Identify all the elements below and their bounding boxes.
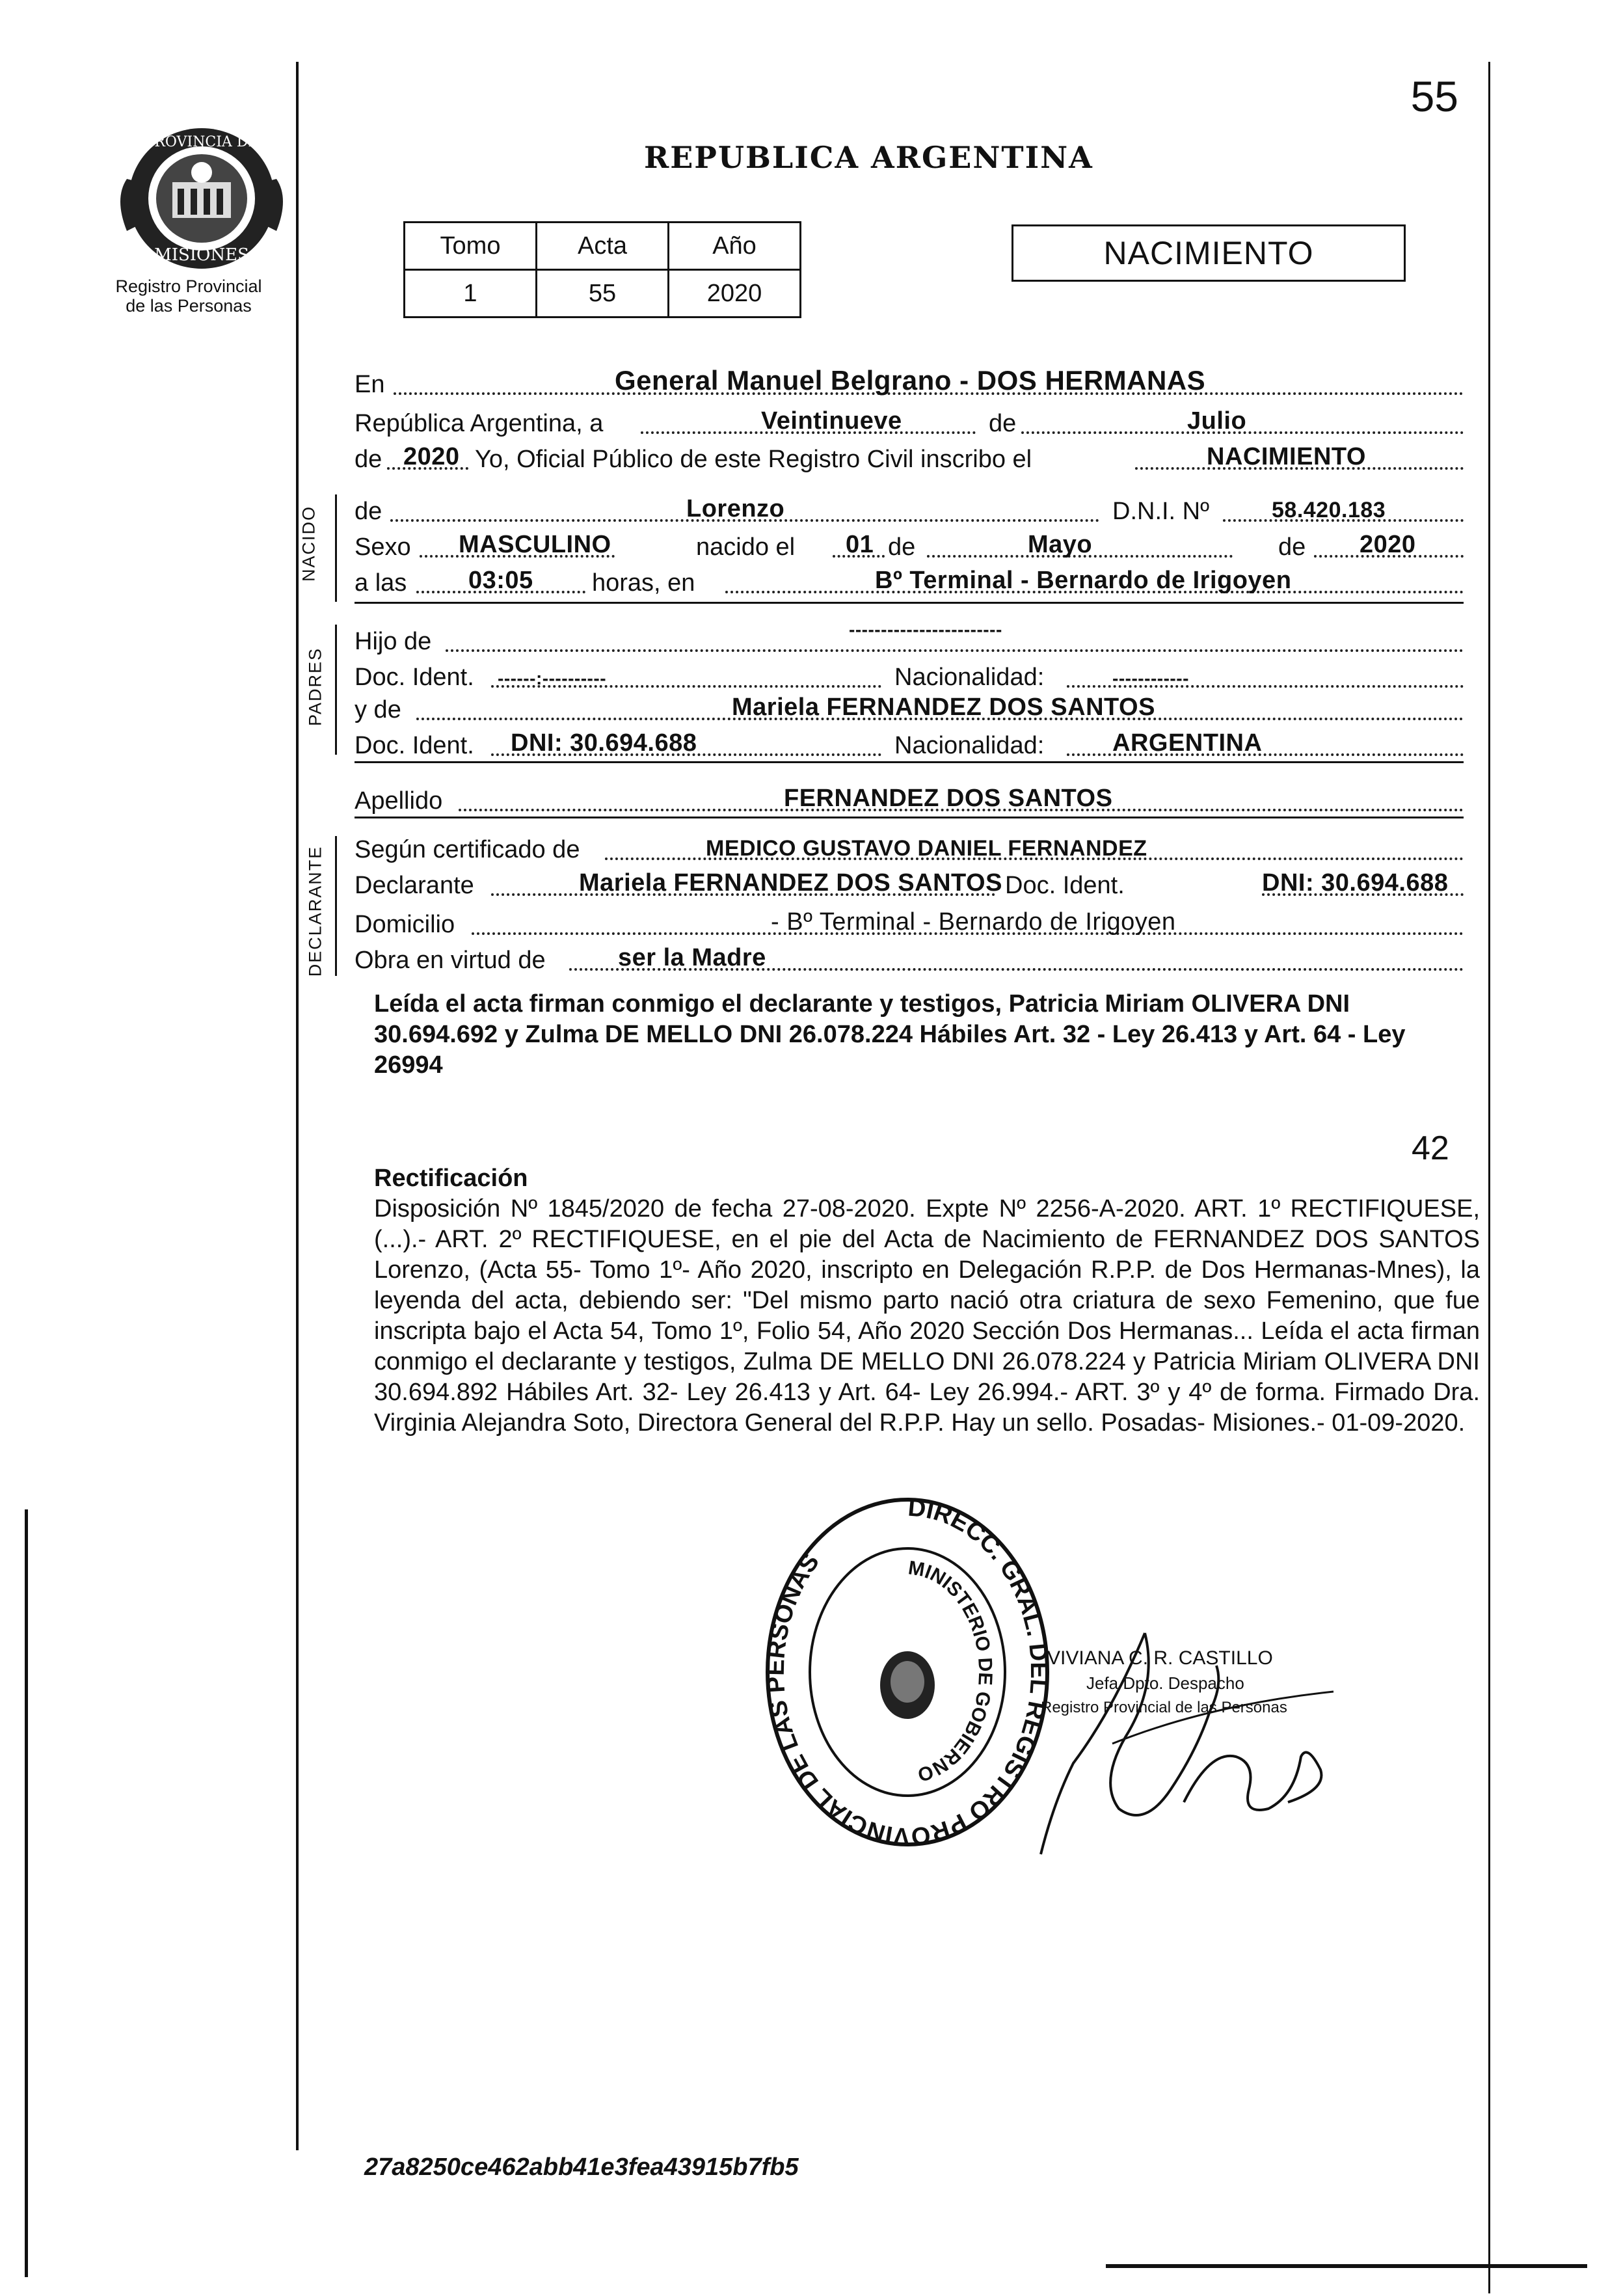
padre-doc-label: Doc. Ident. [355, 664, 474, 691]
horas-en-label: horas, en [592, 569, 695, 597]
nacido-section-label: NACIDO [299, 506, 319, 582]
madre-doc-label: Doc. Ident. [355, 732, 474, 759]
nacido-mes: Mayo [1028, 531, 1093, 558]
document-type-box: NACIMIENTO [1012, 224, 1406, 282]
declarante-doc: DNI: 30.694.688 [1262, 869, 1449, 897]
declarante-doc-dots [1262, 893, 1464, 896]
legal-text: Leída el acta firman conmigo el declarante y testigos, Patricia Miriam OLIVERA DNI 30.694.692 y Zulma DE MELLO DNI 26.078.224 Hábiles Art. 32 - Ley 26.413 y Art. 64 - Ley 26994 [374, 990, 1406, 1079]
row-nacido-nombre [355, 494, 1464, 527]
declarante-label: Declarante [355, 872, 474, 899]
a-las-label: a las [355, 569, 407, 597]
inscribo-value: NACIMIENTO [1207, 443, 1366, 470]
row-hijo-de [355, 619, 1464, 657]
apellido-value: FERNANDEZ DOS SANTOS [784, 785, 1113, 812]
row-certificado [355, 833, 1464, 865]
declarante-section-bar [335, 836, 337, 976]
dia-value: Veintinueve [761, 407, 902, 435]
padres-section-bar [335, 625, 337, 755]
domicilio-label: Domicilio [355, 911, 455, 938]
logo-caption [91, 277, 286, 316]
province-seal-logo [114, 120, 289, 277]
de-anio-label: de [355, 446, 382, 473]
rectificacion-title: Rectificación [374, 1165, 528, 1192]
obra-label: Obra en virtud de [355, 947, 546, 974]
page-bottom-line [1106, 2264, 1587, 2268]
logo-text-bottom: MISIONES [154, 245, 249, 265]
registry-header-tomo: Tomo [405, 223, 537, 270]
anio-value: 2020 [403, 443, 460, 470]
nacido-dia: 01 [846, 531, 874, 558]
apellido-label: Apellido [355, 787, 443, 815]
domicilio-value: - Bº Terminal - Bernardo de Irigoyen [771, 908, 1176, 936]
registry-header-acta: Acta [537, 223, 669, 270]
stamp-inner-text: MINISTERIO DE GOBIERNO [907, 1557, 997, 1786]
padre-nacionalidad-label: Nacionalidad: [894, 664, 1045, 691]
declarante-doc-label: Doc. Ident. [1005, 872, 1125, 899]
dni-label: D.N.I. Nº [1112, 498, 1209, 525]
handwritten-signature [1015, 1594, 1379, 1867]
oficial-text: Yo, Oficial Público de este Registro Civil inscribo el [475, 446, 1032, 473]
row-declarante [355, 869, 1464, 901]
signature-name: VIVIANA C. R. CASTILLO [1047, 1647, 1273, 1669]
certificado-label: Según certificado de [355, 836, 580, 863]
y-de-label: y de [355, 696, 401, 723]
rectificacion-number: 42 [1412, 1129, 1449, 1167]
nacido-nombre: Lorenzo [686, 495, 785, 522]
republica-label: República Argentina, a [355, 410, 604, 437]
rectificacion-body: Disposición Nº 1845/2020 de fecha 27-08-2020. Expte Nº 2256-A-2020. ART. 1º RECTIFIQUESE, (...).- ART. 2º RECTIFIQUESE, en el pie del Acta de Nacimiento de FERNANDEZ DOS SANTOS Lorenzo, (Acta 55- Tomo 1º- Año 2020, inscripto en Delegación R.P.P. de Dos Hermanas-Mnes), la leyenda del acta, debiendo ser: "Del mismo parto nació otra criatura de sexo Femenino, que fue inscripta bajo el Acta 54, Tomo 1º, Folio 54, Año 2020 Sección Dos Hermanas... Leída el acta firman conmigo el declarante y testigos, Zulma DE MELLO DNI 26.078.224 y Patricia Miriam OLIVERA DNI 30.694.892 Hábiles Art. 32- Ley 26.413 y Art. 64- Ley 26.994.- ART. 3º y 4º de forma. Firmado Dra. Virginia Alejandra Soto, Directora General del R.P.P. Hay un sello. Posadas- Misiones.- 01-09-2020. [374, 1195, 1480, 1437]
nacido-anio: 2020 [1360, 531, 1416, 558]
mes-value: Julio [1187, 407, 1247, 435]
row-nacido-sexo [355, 530, 1464, 563]
registry-table-header-row [405, 223, 801, 270]
nacido-el-label: nacido el [696, 533, 796, 561]
nacido-dni: 58.420.183 [1272, 498, 1386, 522]
row-domicilio [355, 908, 1464, 940]
row-y-de [355, 693, 1464, 725]
madre-nacionalidad-label: Nacionalidad: [894, 732, 1045, 759]
padre-doc: ------:---------- [498, 668, 607, 688]
en-value: General Manuel Belgrano - DOS HERMANAS [615, 365, 1206, 396]
de3-label: de [1278, 533, 1306, 561]
certificado-value: MEDICO GUSTAVO DANIEL FERNANDEZ [706, 836, 1147, 861]
logo-text-top: PROVINCIA DE [144, 134, 259, 150]
row-apellido [355, 784, 1464, 817]
right-margin-line [1488, 62, 1490, 2293]
row-madre-doc [355, 729, 1464, 761]
padre-nombre: ------------------------ [849, 619, 1002, 640]
logo-caption-line2: de las Personas [126, 296, 252, 316]
padres-section-label: PADRES [305, 647, 325, 727]
hijo-de-label: Hijo de [355, 628, 432, 655]
padres-bottom-rule [355, 761, 1464, 763]
sexo-label: Sexo [355, 533, 411, 561]
apellido-bottom-rule [355, 817, 1464, 818]
page-number: 55 [1410, 72, 1458, 120]
nacido-section-bar [335, 494, 337, 602]
document-hash: 27a8250ce462abb41e3fea43915b7fb5 [364, 2154, 799, 2181]
madre-nombre: Mariela FERNANDEZ DOS SANTOS [732, 694, 1155, 721]
registry-value-anio: 2020 [669, 270, 801, 317]
registry-table-value-row [405, 270, 801, 317]
declarante-nombre: Mariela FERNANDEZ DOS SANTOS [579, 869, 1002, 897]
padre-nacionalidad: ------------ [1112, 668, 1189, 688]
row-oficial [355, 442, 1464, 475]
nacido-lugar: Bº Terminal - Bernardo de Irigoyen [875, 567, 1292, 594]
stamp-ring-text: DIRECC. GRAL. DEL REGISTRO PROVINCIAL DE LAS PERSONAS [762, 1494, 1053, 1850]
nacido-bottom-rule [355, 602, 1464, 604]
declarante-section-label: DECLARANTE [305, 845, 325, 977]
left-margin-line [296, 62, 299, 2150]
de-label: de [989, 410, 1017, 437]
madre-doc: DNI: 30.694.688 [511, 729, 697, 757]
official-stamp [758, 1490, 1057, 1854]
nacido-sexo: MASCULINO [459, 531, 611, 558]
country-title: REPUBLICA ARGENTINA [644, 140, 1093, 175]
madre-nacionalidad: ARGENTINA [1112, 729, 1263, 757]
row-padre-doc [355, 660, 1464, 693]
signature-block [1041, 1646, 1287, 1720]
de2-label: de [888, 533, 916, 561]
obra-value: ser la Madre [618, 944, 766, 971]
registry-header-anio: Año [669, 223, 801, 270]
page-edge-line [25, 1509, 28, 2277]
registry-table [403, 221, 801, 318]
en-label: En [355, 371, 385, 398]
row-nacido-hora [355, 566, 1464, 599]
logo-caption-line1: Registro Provincial [115, 277, 262, 296]
row-en [355, 365, 1464, 400]
signature-title: Jefa Dpto. Despacho [1086, 1673, 1244, 1693]
row-obra [355, 943, 1464, 976]
nacido-hora: 03:05 [468, 567, 533, 594]
registry-value-tomo: 1 [405, 270, 537, 317]
signature-office: Registro Provincial de las Personas [1041, 1699, 1287, 1716]
row-republica [355, 407, 1464, 439]
nacido-de-label: de [355, 498, 382, 525]
registry-value-acta: 55 [537, 270, 669, 317]
